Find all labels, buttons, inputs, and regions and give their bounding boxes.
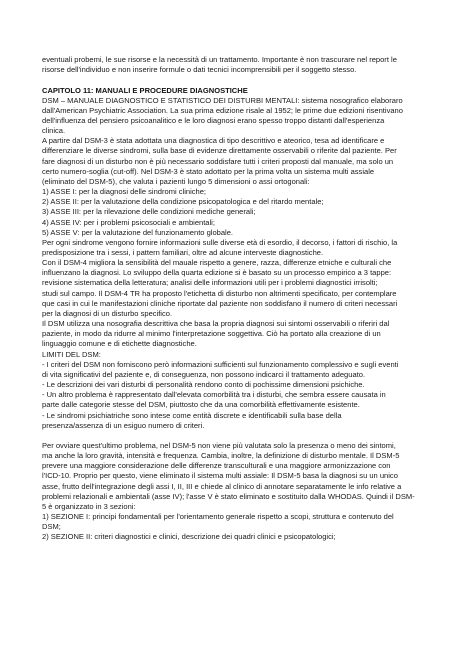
intro-paragraph: eventuali probemi, le sue risorse e la necessità di un trattamento. Importante è non trascurare nel report le risorse dell'individuo e non inserire formule o dati tecnici incomprensibili per il soggetto stesso. xyxy=(42,55,397,75)
closing-paragraph: Per ovviare quest'ultimo problema, nel DSM-5 non viene più valutata solo la presenza o meno dei sintomi, ma anche la loro gravità, intensità e frequenza. Cambia, inoltre, la definizione di disturbo mentale. Il DSM-5 prevere una maggiore considerazione delle differenze transculturali e una maggiore armonizzazione con l'ICD-10. Proprio per questo, viene eliminato il sistema multi assiale: Il DSM-5 basa la diagnosi su un unico asse, frutto dell'integrazione degli assi I, II, III e chiede al clinico di annotare separatamente le info relative a problemi relazionali e ambientali (asse IV); l'asse V è stato eliminato e sostituito dalla WHODAS. Quindi il DSM- 5 è organizzato in 3 sezioni: 1) SEZIONE I: principi fondamentali per l'orientamento generale rispetto a scopi, struttura e contenuto del DSM; 2) SEZIONE II: criteri diagnostici e clinici, descrizione dei quadri clinici e psicopatologici; xyxy=(42,441,415,542)
chapter-body: DSM – MANUALE DIAGNOSTICO E STATISTICO DEI DISTURBI MENTALI: sistema nosografico elaboraro dall'American Psychiatric Association. La sua prima edizione risale al 1952; le prime due edizioni risentivano dell'influenza del pensiero psicoanalitico e le loro diagnosi erano spesso troppo distanti dall'esperienza clinica. A partire dal DSM-3 è stata adottata una diagnostica di tipo descrittivo e ateorico, tesa ad identificare e differenziare le diverse sindromi, sulla base di evidenze direttamente osservabili o riferite dal paziente. Per fare diagnosi di un disturbo non è più necessario soddisfare tutti i criteri proposti dal manuale, ma solo un certo numero-soglia (cut-off). Nel DSM-3 è stato adottato per la prima volta un sistema multi assiale (eliminato del DSM-5), che valuta i pazienti lungo 5 dimensioni o assi ortogonali: 1) ASSE I: per la diagnosi delle sindromi cliniche; 2) ASSE II: per la valutazione della condizione psicopatologica e del ritardo mentale; 3) ASSE III: per la rilevazione delle condizioni mediche generali; 4) ASSE IV: per i problemi psicosociali e ambientali; 5) ASSE V: per la valutazione del funzionamento globale. Per ogni sindrome vengono fornire informazioni sulle diverse età di esordio, il decorso, i fattori di rischio, la predisposizione tra i sessi, i pattern familiari, oltre ad alcune interveste diagnostiche. Con il DSM-4 migliora la sensibilità del mauale rispetto a genere, razza, differenze etniche e culturali che influenzano la diagnosi. Lo sviluppo della quarta edizione si è basato su un processo empirico a 3 tappe: revisione sistematica della letteratura; analisi delle informazioni utili per i problemi diagnostici irrisolti; studi sul campo. Il DSM-4 TR ha proposto l'etichetta di disturbo non altrimenti specificato, per contemplare que casi in cui le manifestazioni cliniche riportate dal paziente non soddisfano il numero di criteri necessari per la diagnosi di un disturbo specifico. Il DSM utilizza una nosografia descrittiva che basa la propria diagnosi sui sintomi osservabili o riferiri dal paziente, in modo da ridurre al minimo l'interpretazione soggettiva. Ciò ha portato alla creazione di un linguaggio comune e di etichette diagnostiche. LIMITI DEL DSM: - I criteri del DSM non forniscono però informazioni sufficienti sul funzionamento complessivo e sugli eventi di vita significativi del paziente e, di conseguenza, non possono indicarci il trattamento adeguato. - Le descrizioni dei vari disturbi di personalità rendono conto di pochissime dimensioni psichiche. - Un altro problema è rappresentato dall'elevata comorbilità tra i disturbi, che sembra essere causata in parte dalle categorie stesse del DSM, piuttosto che da una comorbilità effettivamente esistente. - Le sindromi psichiatriche sono intese come entità discrete e identificabili sulla base della presenza/assenza di un esiguo numero di criteri. xyxy=(42,95,403,430)
paragraph-gap xyxy=(42,75,434,85)
paragraph-gap xyxy=(42,431,434,441)
chapter-title: CAPITOLO 11: MANUALI E PROCEDURE DIAGNOSTICHE xyxy=(42,85,248,95)
